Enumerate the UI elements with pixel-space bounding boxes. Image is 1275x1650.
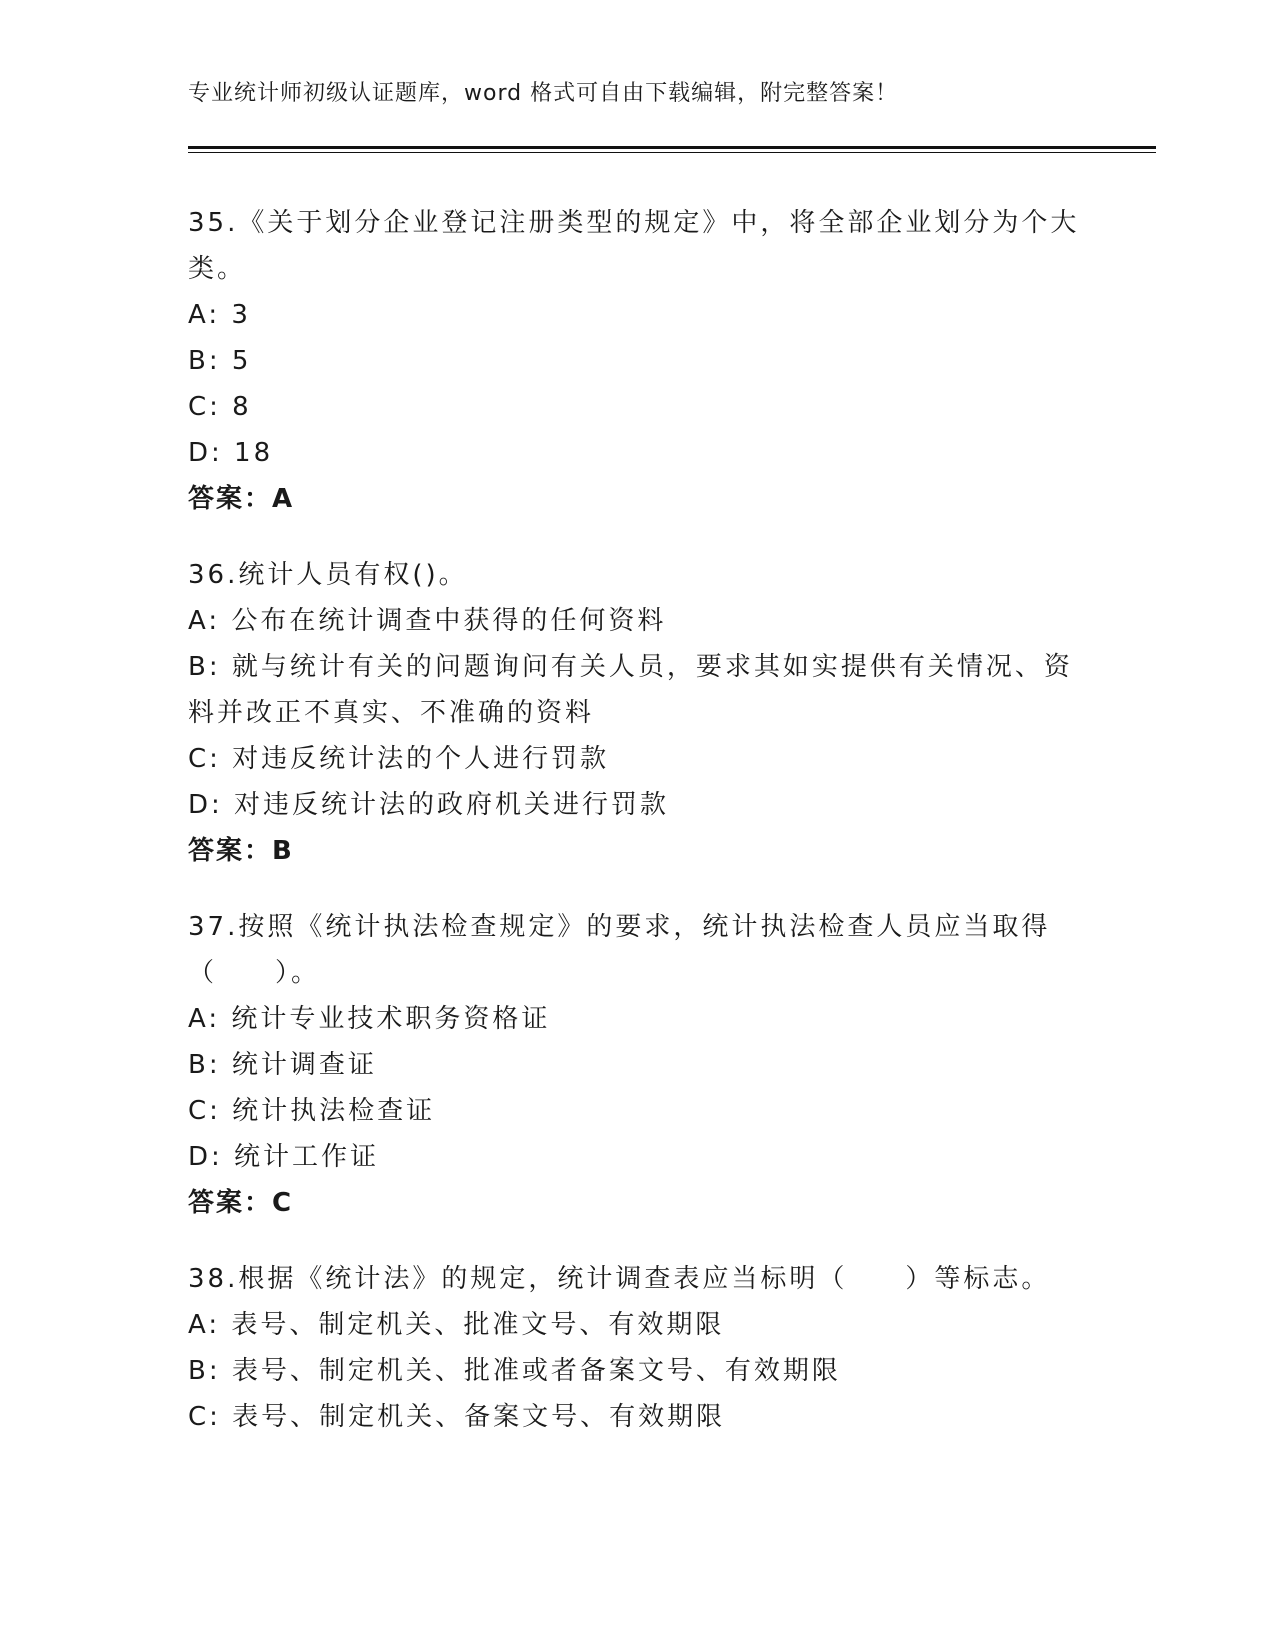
option-a: A: 公布在统计调查中获得的任何资料 (188, 606, 667, 636)
answer-line: 答案：B (188, 836, 294, 866)
option-b: B: 表号、制定机关、批准或者备案文号、有效期限 (188, 1356, 841, 1386)
header-rule-thin (188, 152, 1156, 153)
question-36 (188, 552, 1088, 874)
option-c: C: 表号、制定机关、备案文号、有效期限 (188, 1402, 726, 1432)
question-38 (188, 1256, 1088, 1440)
question-stem: 36.统计人员有权()。 (188, 560, 468, 590)
option-c: C: 8 (188, 392, 252, 422)
option-a: A: 3 (188, 300, 251, 330)
option-d: D: 统计工作证 (188, 1142, 380, 1172)
option-c: C: 统计执法检查证 (188, 1096, 436, 1126)
option-c: C: 对违反统计法的个人进行罚款 (188, 744, 610, 774)
question-list (188, 200, 1088, 1470)
option-a: A: 统计专业技术职务资格证 (188, 1004, 551, 1034)
option-a: A: 表号、制定机关、批准文号、有效期限 (188, 1310, 725, 1340)
option-b: B: 5 (188, 346, 252, 376)
option-b: B: 统计调查证 (188, 1050, 377, 1080)
question-stem: 37.按照《统计执法检查规定》的要求，统计执法检查人员应当取得（ ）。 (188, 912, 1051, 988)
page-header: 专业统计师初级认证题库，word 格式可自由下载编辑，附完整答案！ (188, 81, 899, 106)
option-d: D: 18 (188, 438, 274, 468)
header-rule-thick (188, 146, 1156, 149)
answer-line: 答案：C (188, 1188, 294, 1218)
question-stem: 35.《关于划分企业登记注册类型的规定》中，将全部企业划分为个大类。 (188, 208, 1080, 284)
answer-line: 答案：A (188, 484, 295, 514)
question-37 (188, 904, 1088, 1226)
question-stem: 38.根据《统计法》的规定，统计调查表应当标明（ ）等标志。 (188, 1264, 1051, 1294)
option-d: D: 对违反统计法的政府机关进行罚款 (188, 790, 670, 820)
option-b: B: 就与统计有关的问题询问有关人员，要求其如实提供有关情况、资料并改正不真实、不准确的资料 (188, 652, 1073, 728)
question-35 (188, 200, 1088, 522)
